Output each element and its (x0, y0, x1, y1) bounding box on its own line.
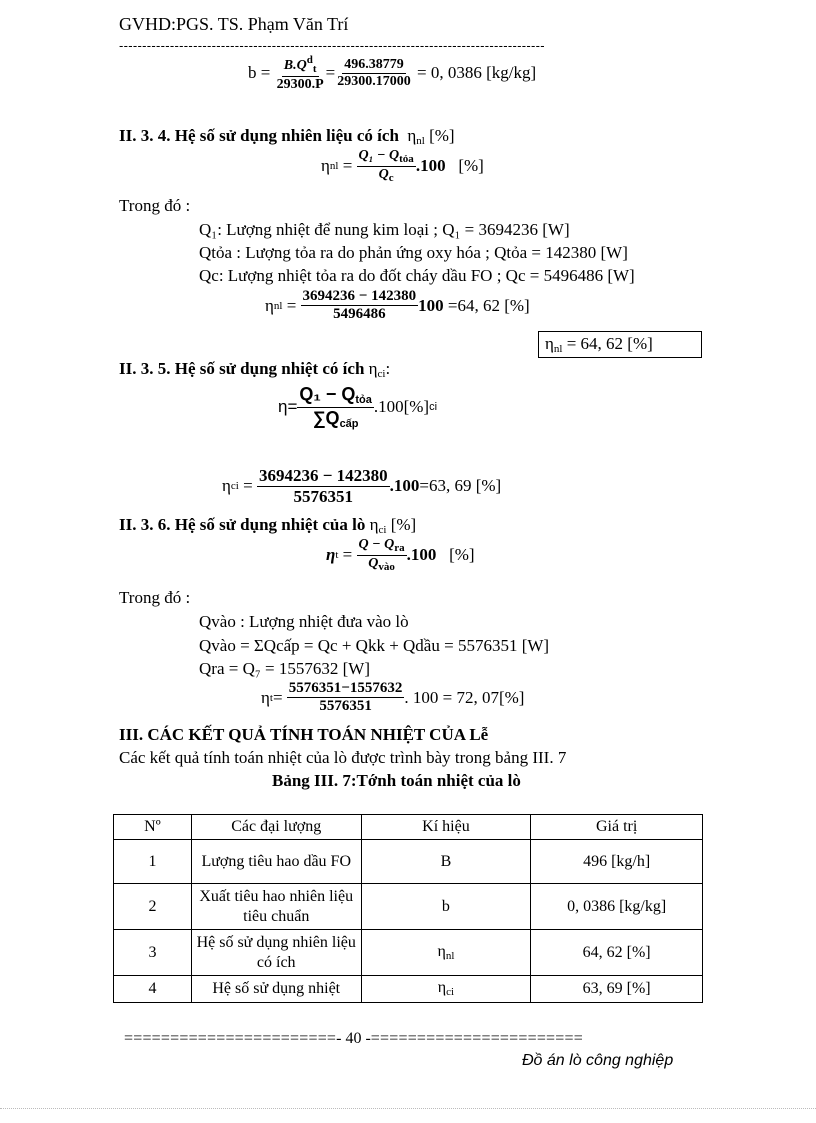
sec2-calc-lhs-sub: ci (230, 480, 239, 493)
footer-note: Đồ án lò công nghiệp (522, 1052, 674, 1069)
sec4-heading: III. CÁC KẾT QUẢ TÍNH TOÁN NHIỆT CỦA Lễ (119, 725, 489, 744)
sec1-formula-mult: .100 (415, 156, 446, 176)
formula-b-f1-den: 29300.P (276, 76, 324, 92)
sec2-formula-tail-sub: ci (429, 401, 438, 414)
formula-b (248, 54, 536, 93)
sec3-formula-unit: [%] (449, 545, 475, 565)
page-number: - 40 - (336, 1030, 371, 1047)
table-cell-value: 64, 62 [%] (531, 930, 703, 976)
sec1-boxed-symbol: η (545, 334, 554, 353)
sec3-calc-lhs: η (261, 687, 270, 707)
header-rule: -------------------------------------------------------------------------------------------- (119, 38, 545, 53)
sec1-boxed-result (538, 331, 702, 358)
sec3-heading-text: II. 3. 6. Hệ số sử dụng nhiệt của lò (119, 515, 366, 534)
sec1-calc-num: 3694236 − 142380 (301, 288, 419, 306)
table-cell-name: Xuất tiêu hao nhiên liệu tiêu chuẩn (191, 884, 361, 930)
sec3-calc-result: . 100 = 72, 07[%] (404, 687, 525, 707)
table-cell-symbol-sub: nl (445, 949, 455, 962)
sec3-unit: [%] (390, 515, 417, 534)
sec1-formula-unit: [%] (458, 156, 484, 176)
sec2-formula-num: Q₁ − Q (299, 384, 356, 404)
sec2-calc-result: =63, 69 [%] (419, 476, 502, 496)
sec2-calc-num: 3694236 − 142380 (258, 466, 388, 485)
page-footer (124, 1030, 583, 1048)
page-bottom-border (0, 1108, 816, 1109)
table-row (114, 884, 703, 930)
sec1-calc-mult: 100 (418, 295, 444, 315)
sec1-line3: Qc: Lượng nhiệt tỏa ra do đốt cháy dầu FO ; Qc = 5496486 [W] (199, 266, 635, 285)
table-cell-no: 3 (114, 930, 192, 976)
sec3-formula-lhs: η (326, 545, 336, 565)
formula-b-f1-num: B.Q (283, 58, 307, 73)
sec3-line2: Qvào = ΣQcấp = Qc + Qkk + Qdầu = 5576351 [W] (199, 636, 550, 655)
table-cell-symbol: B (361, 840, 531, 884)
table-cell-no: 1 (114, 840, 192, 884)
sec3-formula-num: Q − Q (358, 537, 395, 552)
sec3-calc: η t = $\frac{5576351-1557632}{5576351}$ . 100 = 72, 07[%] (261, 680, 525, 715)
sec2-symbol: η (368, 359, 378, 378)
sec1-boxed-value: = 64, 62 [%] (566, 334, 653, 353)
sec1-calc-fraction (301, 288, 419, 324)
sec1-formula-lhs: η (321, 156, 330, 176)
sec3-formula-mult: .100 (406, 545, 437, 565)
table-cell-symbol: b (361, 884, 531, 930)
table-cell-no: 2 (114, 884, 192, 930)
table-cell-symbol (361, 976, 531, 1003)
sec3-calc-lhs-sub: t (269, 691, 273, 704)
sec1-heading (119, 126, 455, 147)
sec1-formula-lhs-sub: nl (329, 160, 339, 173)
sec2-calc-lhs: η (222, 476, 231, 496)
sec2-symbol-sub: ci (377, 368, 386, 380)
sec2-calc: η ci = $\frac{3694236 - 142380}{5576351}$ .100 =63, 69 [%] (222, 466, 502, 506)
table-header-name: Các đại lượng (191, 815, 361, 840)
sec3-symbol-sub: ci (378, 524, 387, 536)
sec1-formula: η nl = $\frac{Q_1 - Q_{tỏa}}{Q_c}$ .100 [%] (321, 148, 484, 184)
sec2-calc-den: 5576351 (293, 486, 354, 506)
table-cell-name: Hệ số sử dụng nhiệt (191, 976, 361, 1003)
formula-b-lhs: b = (248, 63, 271, 83)
sec3-formula-den: Q (368, 555, 379, 571)
sec2-formula (278, 384, 437, 430)
formula-b-result: = 0, 0386 [kg/kg] (417, 63, 537, 83)
table-cell-symbol-main: η (437, 942, 446, 960)
footer-right-rule: ======================= (370, 1030, 583, 1047)
sec1-formula-num: Q₁ − Q (358, 148, 400, 163)
sec3-calc-den: 5576351 (319, 698, 372, 715)
table-cell-name: Lượng tiêu hao dầu FO (191, 840, 361, 884)
results-table (113, 814, 703, 1003)
sec1-line1: Q₁: Lượng nhiệt để nung kim loại ; Q₁ = 3694236 [W] (199, 220, 570, 239)
sec1-calc-lhs-sub: nl (273, 299, 283, 312)
sec2-formula-tail: .100[%] (373, 397, 430, 417)
table-header-symbol: Kí hiệu (361, 815, 531, 840)
sec1-boxed-sub: nl (553, 343, 563, 355)
table-cell-no: 4 (114, 976, 192, 1003)
sec3-symbol: η (369, 515, 379, 534)
sec3-calc-fraction (287, 680, 405, 716)
footer-left-rule: ======================= (124, 1030, 337, 1047)
sec1-calc-result: =64, 62 [%] (447, 295, 530, 315)
formula-b-f2-den: 29300.17000 (337, 73, 411, 89)
formula-b-eq: = (325, 63, 336, 83)
sec1-calc-den: 5496486 (333, 306, 386, 323)
sec1-formula-den: Q (378, 166, 389, 182)
table-header-row (114, 815, 703, 840)
header-title: GVHD:PGS. TS. Phạm Văn Trí (119, 14, 349, 34)
sec2-calc-mult: .100 (389, 476, 420, 496)
table-cell-value: 496 [kg/h] (531, 840, 703, 884)
table-header-no: Nº (114, 815, 192, 840)
sec1-symbol-sub: nl (416, 135, 425, 147)
sec3-heading (119, 515, 416, 536)
formula-b-f2-num: 496.38779 (342, 57, 406, 74)
sec2-formula-den: ∑Q (312, 407, 340, 428)
sec1-symbol: η (407, 126, 417, 145)
sec1-calc: η nl = $\frac{3694236 - 142380}{5496486}$ 100 =64, 62 [%] (265, 288, 530, 323)
sec2-heading-text: II. 3. 5. Hệ số sử dụng nhiệt có ích (119, 359, 365, 378)
sec3-line1: Qvào : Lượng nhiệt đưa vào lò (199, 612, 409, 631)
table-cell-symbol-sub: ci (446, 986, 455, 998)
sec1-line2: Qtỏa : Lượng tỏa ra do phản ứng oxy hóa ; Qtỏa = 142380 [W] (199, 243, 628, 262)
sec3-formula: η t = $\frac{Q - Q_{ra}}{Q_{vào}}$ .100 [%] (326, 537, 475, 573)
table-header-value: Giá trị (531, 815, 703, 840)
sec4-intro: Các kết quả tính toán nhiệt của lò được trình bày trong bảng III. 7 (119, 748, 567, 767)
table-cell-value: 0, 0386 [kg/kg] (531, 884, 703, 930)
sec2-calc-fraction (257, 466, 390, 506)
table-title: Bảng III. 7:Tớnh toán nhiệt của lò (272, 771, 521, 790)
table-row (114, 930, 703, 976)
formula-b-fraction-2 (335, 57, 413, 90)
sec3-where: Trong đó : (119, 588, 191, 607)
sec3-line3: Qra = Q₇ = 1557632 [W] (199, 659, 370, 678)
formula-b-fraction-1: $\frac{B.Q^d_t}{29300.P}$ (276, 54, 324, 92)
sec1-formula-fraction: $\frac{Q_1 - Q_{tỏa}}{Q_c}$ (358, 148, 414, 184)
table-row (114, 976, 703, 1003)
sec1-where: Trong đó : (119, 196, 191, 215)
table-cell-value: 63, 69 [%] (531, 976, 703, 1003)
sec2-formula-lhs: η= (278, 397, 298, 417)
table-row (114, 840, 703, 884)
sec1-calc-lhs: η (265, 295, 274, 315)
sec2-heading: II. 3. 5. Hệ số sử dụng nhiệt có ích $\eta_{ci}$: (119, 359, 391, 380)
table-cell-symbol (361, 930, 531, 976)
sec3-calc-num: 5576351−1557632 (287, 680, 405, 698)
sec2-formula-fraction: $\frac{Q_1 - Q_{tỏa}}{\sum Q_{cấp}}$ (299, 384, 372, 430)
sec1-heading-text: II. 3. 4. Hệ số sử dụng nhiên liệu có ích (119, 126, 399, 145)
sec3-formula-fraction: $\frac{Q - Q_{ra}}{Q_{vào}}$ (358, 537, 405, 573)
table-cell-name: Hệ số sử dụng nhiên liệu có ích (191, 930, 361, 976)
sec1-unit: [%] (429, 126, 455, 145)
table-cell-symbol-main: η (437, 979, 447, 996)
